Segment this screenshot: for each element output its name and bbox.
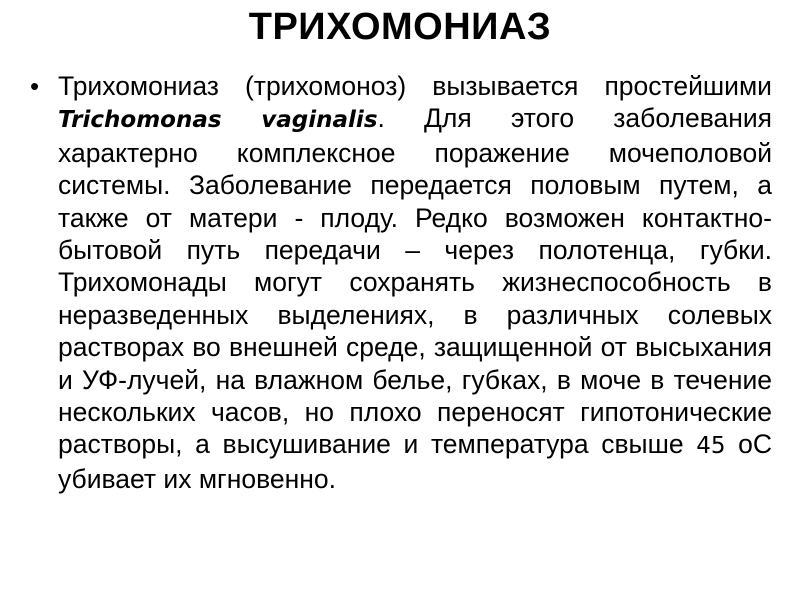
- bullet-icon: •: [30, 71, 40, 101]
- paragraph-text-part-2: . Для этого заболевания характерно комплексное поражение мочеполовой системы. Заболевание передается половым путем, а также от матери - плоду. Редко возможен контактно-бытовой путь передачи – через полотенца, губки. Трихомонады могут сохранять жизнеспособность в неразведенных выделениях, в различных солевых растворах во внешней среде, защищенной от высыхания и УФ-лучей, на влажном белье, губках, в моче в течение нескольких часов, но плохо переносят гипотонические растворы, а высушивание и температура свыше: [58, 103, 772, 460]
- paragraph-text-part-1: Трихомониаз (трихомоноз) вызывается простейшими: [58, 71, 772, 101]
- slide-title: ТРИХОМОНИАЗ: [248, 6, 552, 48]
- temperature-value: 45: [696, 433, 726, 460]
- paragraph-text-part-3: оС убивает их мгновенно.: [58, 429, 772, 494]
- body-paragraph: [58, 70, 772, 495]
- organism-name: Trichomonas vaginalis: [58, 107, 378, 134]
- bullet-list: [30, 70, 772, 495]
- list-item: [30, 70, 772, 495]
